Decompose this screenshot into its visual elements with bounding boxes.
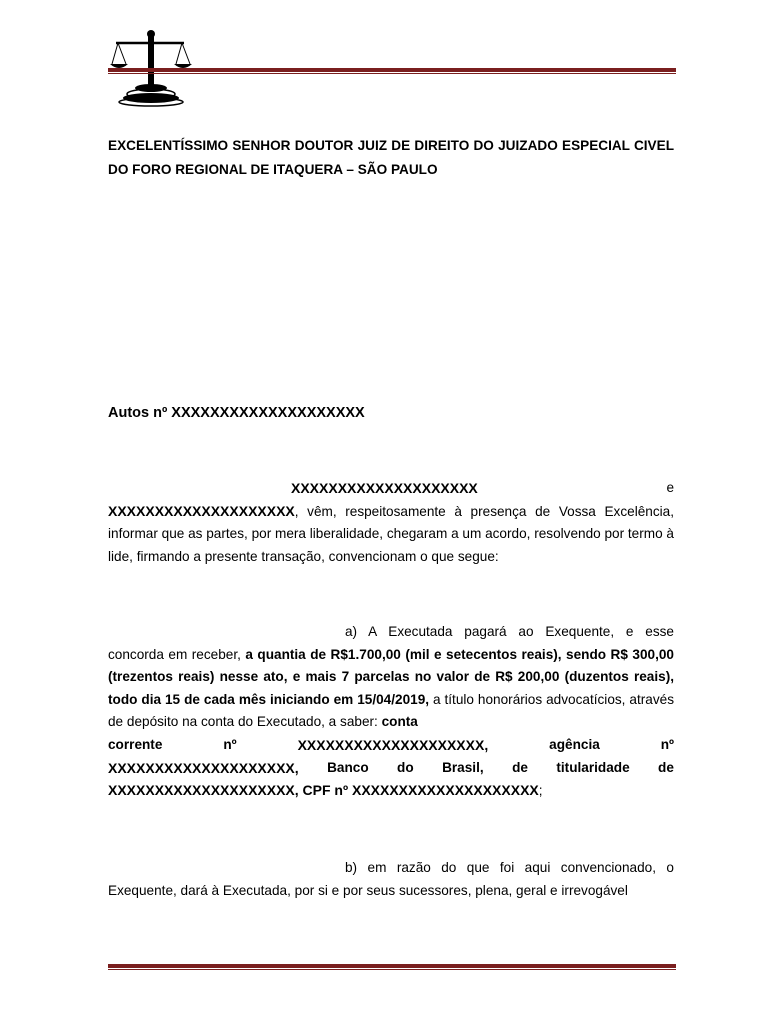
intro-body <box>108 500 674 569</box>
agency-number: XXXXXXXXXXXXXXXXXXXX, <box>108 759 299 776</box>
clause-a-text-2: a título honorários advocatícios, através de depósito na conta do Executado, a saber: <box>108 691 674 730</box>
clause-b <box>108 857 674 902</box>
party-one: XXXXXXXXXXXXXXXXXXXX <box>291 480 478 496</box>
semicolon: ; <box>538 783 543 799</box>
holder-and-cpf: XXXXXXXXXXXXXXXXXXXX, CPF nº XXXXXXXXXXXXXXXXXXXX <box>108 782 539 799</box>
word: do <box>397 759 414 775</box>
intro-first-line <box>108 477 674 500</box>
clause-a-bank-line <box>108 757 674 780</box>
clause-b-text: b) em razão do que foi aqui convencionado, o Exequente, dará à Executada, por si e por seus sucessores, plena, geral e irrevogável <box>108 860 674 898</box>
clause-a <box>108 621 674 803</box>
intro-paragraph <box>108 477 674 568</box>
clause-b-body <box>108 857 674 902</box>
word: nº <box>223 736 237 752</box>
word: Brasil, <box>442 759 484 775</box>
addressee-heading: EXCELENTÍSSIMO SENHOR DOUTOR JUIZ DE DIREITO DO JUIZADO ESPECIAL CIVEL DO FORO REGIONAL DE ITAQUERA – SÃO PAULO <box>108 138 674 177</box>
word: nº <box>660 736 674 752</box>
word: corrente <box>108 736 163 752</box>
case-number: Autos nº XXXXXXXXXXXXXXXXXXXX <box>108 405 365 421</box>
header-rule <box>108 68 676 72</box>
clause-a-body <box>108 621 674 734</box>
clause-a-account-label: conta <box>381 714 418 730</box>
clause-a-account-line <box>108 734 674 757</box>
word: Banco <box>327 759 369 775</box>
header-rule-thin <box>108 73 676 74</box>
footer-rule-thin <box>108 969 676 970</box>
account-number: XXXXXXXXXXXXXXXXXXXX, <box>297 736 489 753</box>
clause-a-amount: a quantia de R$1.700,00 (mil e setecentos reais), sendo R$ 300,00 (trezentos reais) nesse ato, e mais 7 parcelas no valor de R$ 200,00 (duzentos reais), todo dia 15 de cada mês iniciando em 15/04/2019, <box>108 646 674 707</box>
clause-a-text-1: a) A Executada pagará ao Exequente, e esse concorda em receber, <box>108 624 674 662</box>
footer-rule <box>108 964 676 968</box>
party-two: XXXXXXXXXXXXXXXXXXXX <box>108 502 295 519</box>
word: de <box>658 759 674 775</box>
word: agência <box>549 736 600 752</box>
intro-text: , vêm, respeitosamente à presença de Vossa Excelência, informar que as partes, por mera liberalidade, chegaram a um acordo, resolvendo por termo à lide, firmando a presente transação, convencionam o que segue: <box>108 503 674 564</box>
word: titularidade <box>556 759 630 775</box>
conjunction: e <box>666 480 674 495</box>
word: de <box>512 759 528 775</box>
clause-a-holder-line <box>108 779 674 803</box>
